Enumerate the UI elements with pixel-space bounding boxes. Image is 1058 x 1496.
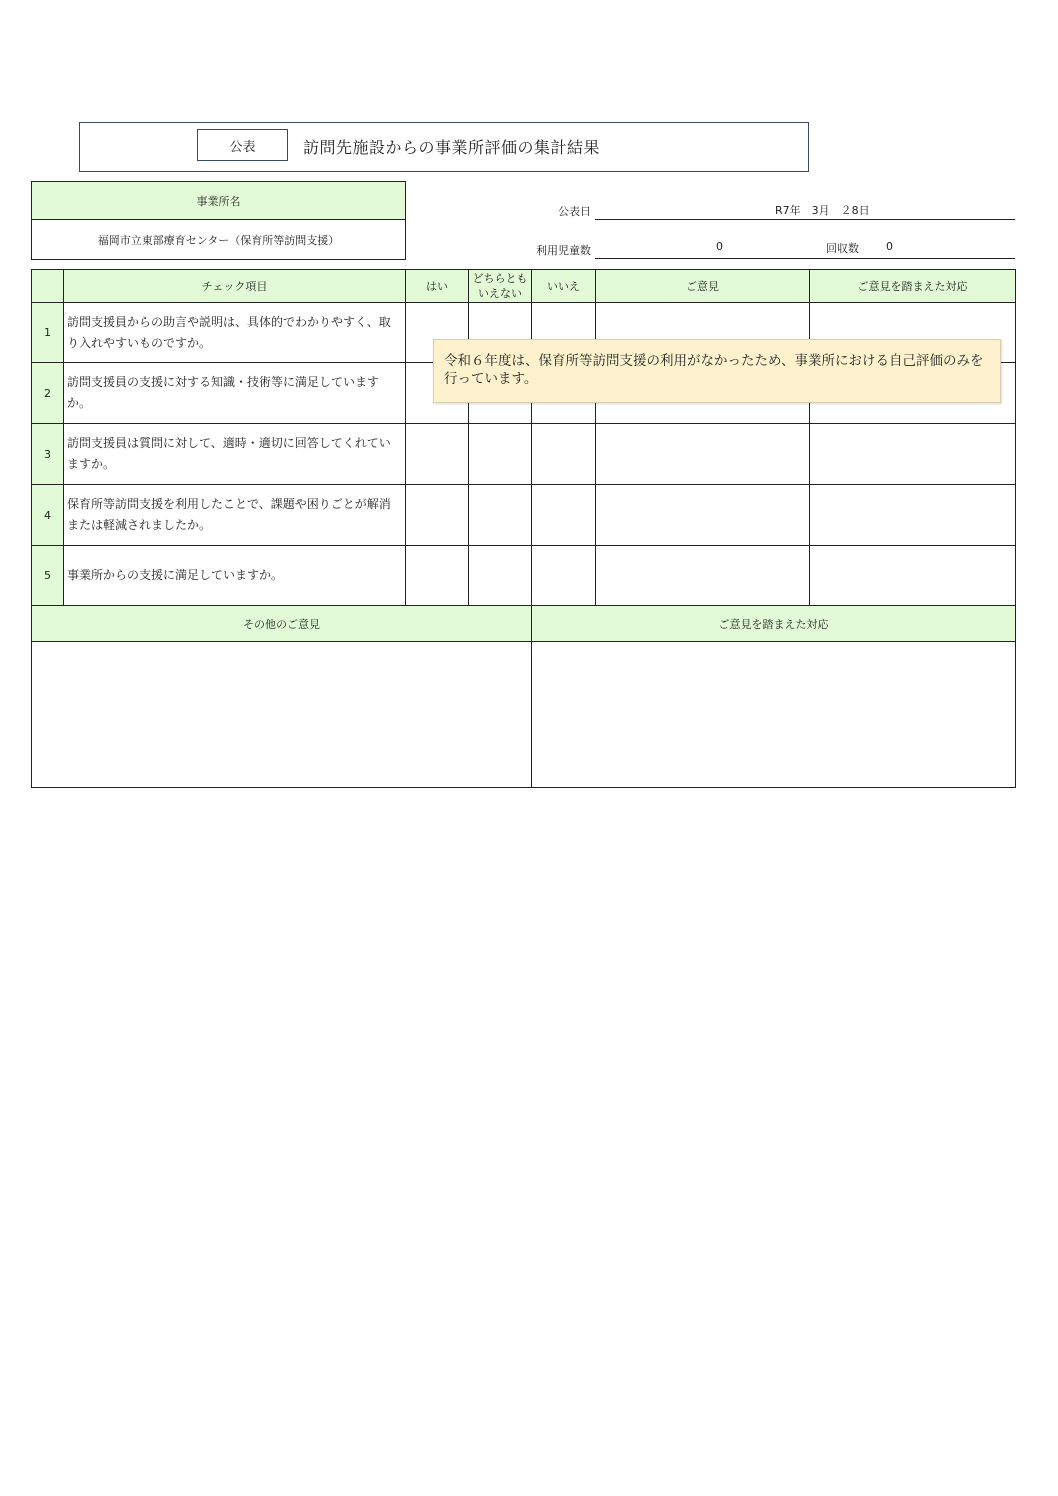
response-cell [810, 546, 1016, 606]
children-count-label: 利用児童数 [536, 244, 591, 257]
neutral-cell [469, 546, 532, 606]
comments-header-row [32, 606, 1016, 642]
evaluation-table [31, 269, 1016, 606]
public-tag [197, 129, 288, 161]
row-number: 2 [32, 363, 64, 424]
no-cell [532, 546, 596, 606]
table-row [32, 546, 1016, 606]
row-question: 事業所からの支援に満足していますか。 [64, 546, 406, 606]
header-yes: はい [406, 270, 469, 303]
row-question: 訪問支援員からの助言や説明は、具体的でわかりやすく、取り入れやすいものですか。 [64, 303, 406, 363]
publication-date-label: 公表日 [558, 205, 591, 218]
other-opinions-cell [32, 642, 532, 788]
response-cell [810, 424, 1016, 485]
row-question: 訪問支援員は質問に対して、適時・適切に回答してくれていますか。 [64, 424, 406, 485]
facility-label: 事業所名 [32, 182, 405, 220]
row-question: 保育所等訪問支援を利用したことで、課題や困りごとが解消または軽減されましたか。 [64, 485, 406, 546]
header-no: いいえ [532, 270, 596, 303]
row-number: 3 [32, 424, 64, 485]
row-number: 5 [32, 546, 64, 606]
yes-cell [406, 546, 469, 606]
opinion-cell [596, 424, 810, 485]
row-number: 1 [32, 303, 64, 363]
yes-cell [406, 485, 469, 546]
row-number: 4 [32, 485, 64, 546]
header-check-item: チェック項目 [64, 270, 406, 303]
table-row [32, 485, 1016, 546]
comment-note-text: 令和６年度は、保育所等訪問支援の利用がなかったため、事業所における自己評価のみを行っています。 [444, 353, 984, 387]
row-question: 訪問支援員の支援に対する知識・技術等に満足していますか。 [64, 363, 406, 424]
other-opinions-label: その他のご意見 [32, 606, 532, 642]
comment-note[interactable] [433, 339, 1001, 403]
publication-date-value: R7年 3月 ２8日 [775, 204, 870, 217]
comments-table [31, 605, 1016, 788]
facility-box [31, 181, 406, 260]
responses-count-value: 0 [886, 240, 893, 253]
header-number-cell [32, 270, 64, 303]
header-neutral-line1: どちらとも [472, 272, 528, 285]
publication-date-underline [595, 219, 1015, 220]
table-header-row [32, 270, 1016, 303]
neutral-cell [469, 485, 532, 546]
header-response: ご意見を踏まえた対応 [810, 270, 1016, 303]
response-to-opinions-cell [532, 642, 1016, 788]
response-to-opinions-label: ご意見を踏まえた対応 [532, 606, 1016, 642]
no-cell [532, 485, 596, 546]
opinion-cell [596, 485, 810, 546]
yes-cell [406, 424, 469, 485]
response-cell [810, 485, 1016, 546]
comments-body-row [32, 642, 1016, 788]
no-cell [532, 424, 596, 485]
header-opinion: ご意見 [596, 270, 810, 303]
header-neutral-line2: いえない [478, 287, 522, 300]
responses-count-label: 回収数 [826, 242, 859, 255]
page-title: 訪問先施設からの事業所評価の集計結果 [303, 138, 601, 157]
children-count-underline [595, 258, 1015, 259]
header-neutral [469, 270, 532, 303]
table-row [32, 424, 1016, 485]
opinion-cell [596, 546, 810, 606]
public-tag-label: 公表 [229, 139, 256, 155]
facility-name: 福岡市立東部療育センター（保育所等訪問支援） [97, 233, 340, 247]
children-count-value: 0 [716, 240, 723, 253]
neutral-cell [469, 424, 532, 485]
